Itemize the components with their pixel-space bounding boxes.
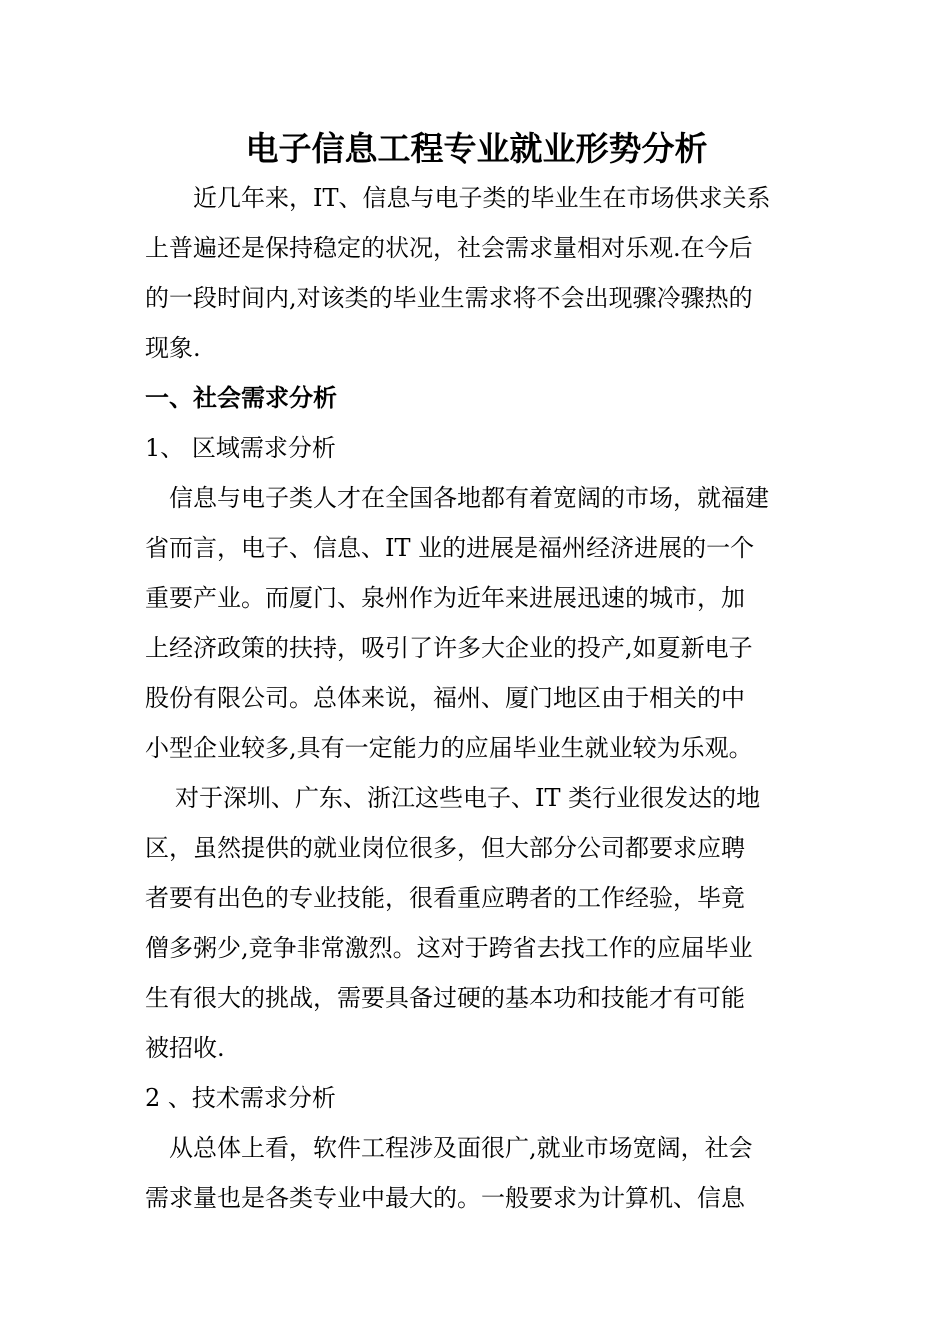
paragraph-line: 小型企业较多,具有一定能力的应届毕业生就业较为乐观。	[145, 734, 753, 762]
paragraph-line: 者要有出色的专业技能，很看重应聘者的工作经验，毕竟	[145, 884, 745, 912]
paragraph-line: 需求量也是各类专业中最大的。一般要求为计算机、信息	[145, 1184, 745, 1212]
document-page	[145, 125, 808, 1223]
paragraph-line: 被招收.	[145, 1034, 225, 1062]
subsection-heading: 2 、技术需求分析	[145, 1084, 336, 1112]
paragraph-line: 信息与电子类人才在全国各地都有着宽阔的市场，就福建	[169, 484, 769, 512]
paragraph-line: 股份有限公司。总体来说，福州、厦门地区由于相关的中	[145, 684, 745, 712]
intro-line: 的一段时间内,对该类的毕业生需求将不会出现骤冷骤热的	[145, 284, 753, 312]
paragraph-line: 重要产业。而厦门、泉州作为近年来进展迅速的城市，加	[145, 584, 745, 612]
intro-line: 近几年来，IT、信息与电子类的毕业生在市场供求关系	[193, 184, 771, 212]
paragraph-line: 僧多粥少,竞争非常激烈。这对于跨省去找工作的应届毕业	[145, 934, 753, 962]
intro-line: 现象.	[145, 334, 201, 362]
paragraph-line: 从总体上看，软件工程涉及面很广,就业市场宽阔，社会	[169, 1134, 753, 1162]
paragraph-line: 对于深圳、广东、浙江这些电子、IT 类行业很发达的地	[175, 784, 761, 812]
paragraph-line: 区，虽然提供的就业岗位很多，但大部分公司都要求应聘	[145, 834, 745, 862]
intro-paragraph	[145, 173, 808, 373]
document-title: 电子信息工程专业就业形势分析	[245, 129, 708, 168]
paragraph-line: 省而言，电子、信息、IT 业的进展是福州经济进展的一个	[145, 534, 755, 562]
regional-paragraph	[145, 473, 808, 773]
competition-paragraph	[145, 773, 808, 1073]
paragraph-line: 生有很大的挑战，需要具备过硬的基本功和技能才有可能	[145, 984, 745, 1012]
technical-paragraph	[145, 1123, 808, 1223]
paragraph-line: 上经济政策的扶持，吸引了许多大企业的投产,如夏新电子	[145, 634, 753, 662]
subsection-heading: 1、 区域需求分析	[145, 434, 336, 462]
intro-line: 上普遍还是保持稳定的状况，社会需求量相对乐观.在今后	[145, 234, 753, 262]
section-heading: 一、社会需求分析	[145, 384, 337, 412]
